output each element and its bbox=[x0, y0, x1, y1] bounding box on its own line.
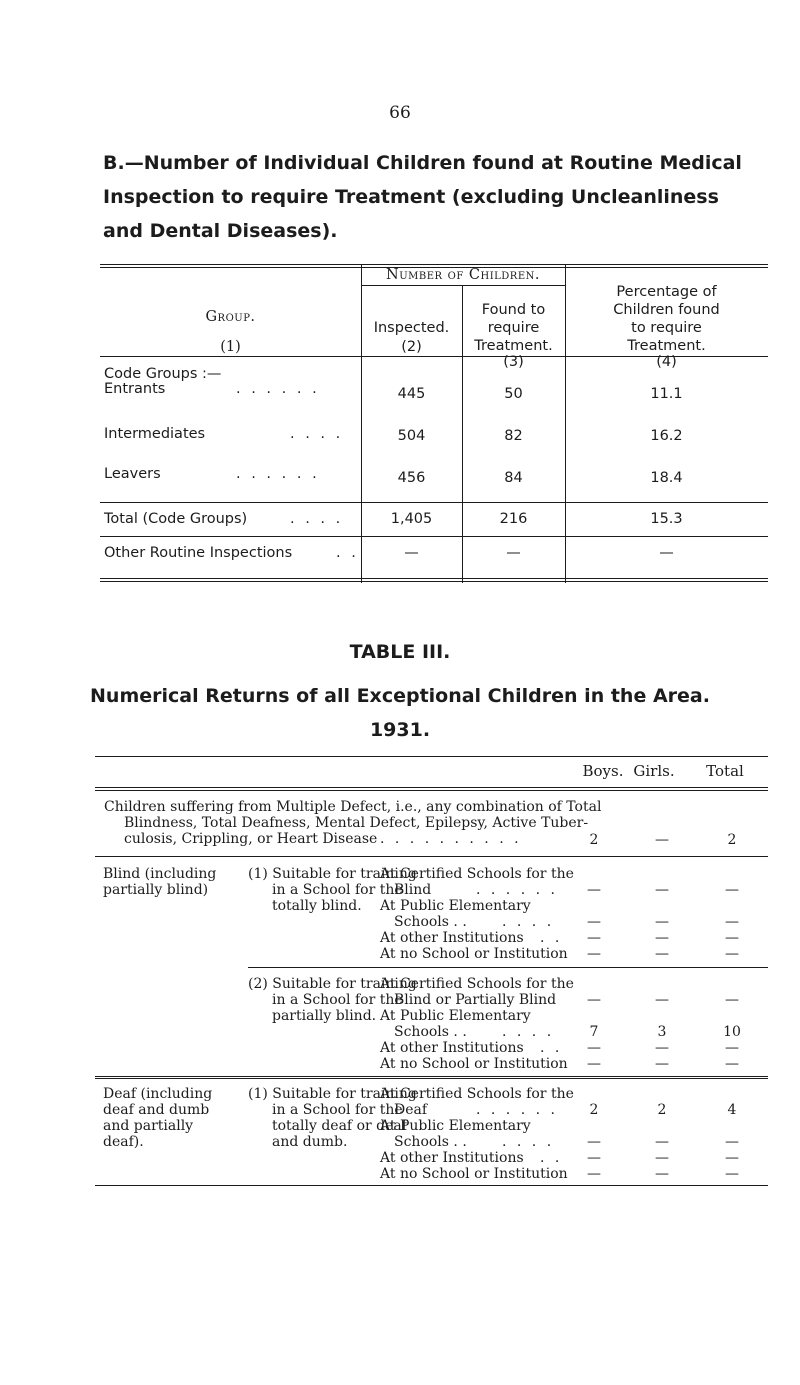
multiple-defect-line-2: Blindness, Total Deafness, Mental Defect, Epilepsy, Active Tuber- bbox=[124, 815, 589, 831]
header-pct-line-3: to require bbox=[631, 320, 702, 336]
deaf-s1-line-3: totally deaf or deaf bbox=[272, 1118, 407, 1134]
blind-s2-row-5-dots: . . bbox=[540, 1040, 563, 1056]
blind-s1-v-3-boys: — bbox=[587, 946, 601, 962]
header-group-number: (1) bbox=[220, 339, 241, 355]
deaf-s1-v-3-total: — bbox=[725, 1166, 739, 1182]
deaf-s1-row-4: Schools . . bbox=[394, 1134, 467, 1150]
blind-s2-row-5: At other Institutions bbox=[380, 1040, 524, 1056]
blind-s2-row-4: Schools . . bbox=[394, 1024, 467, 1040]
section-b-title-line-2: Inspection to require Treatment (excluding Uncleanliness bbox=[103, 186, 719, 208]
blind-s2-row-3: At Public Elementary bbox=[380, 1008, 531, 1024]
blind-s2-v-1-girls: 3 bbox=[657, 1024, 667, 1040]
col-total: Total bbox=[706, 762, 744, 780]
deaf-s1-v-0-boys: 2 bbox=[589, 1102, 599, 1118]
deaf-s1-line-4: and dumb. bbox=[272, 1134, 348, 1150]
row-other-inspected: — bbox=[404, 545, 419, 561]
row-total-pct: 15.3 bbox=[650, 511, 683, 527]
blind-s1-v-2-boys: — bbox=[587, 930, 601, 946]
blind-s1-v-3-total: — bbox=[725, 946, 739, 962]
blind-s1-line-2: in a School for the bbox=[272, 882, 403, 898]
blind-s2-line-2: in a School for the bbox=[272, 992, 403, 1008]
blind-s1-row-4: Schools . . bbox=[394, 914, 467, 930]
header-found-line-1: Found to bbox=[481, 302, 546, 318]
row-intermediates-dots: . . . . bbox=[290, 426, 344, 442]
row-total-inspected: 1,405 bbox=[390, 511, 433, 527]
blind-s1-row-4-dots: . . . . bbox=[502, 914, 555, 930]
blind-s1-row-2: Blind bbox=[394, 882, 432, 898]
deaf-s1-row-3: At Public Elementary bbox=[380, 1118, 531, 1134]
header-inspected-number: (2) bbox=[401, 339, 422, 355]
blind-s1-row-2-dots: . . . . . . bbox=[476, 882, 558, 898]
blind-s1-row-5-dots: . . bbox=[540, 930, 563, 946]
row-intermediates-found: 82 bbox=[504, 428, 523, 444]
blind-s1-line-3: totally blind. bbox=[272, 898, 362, 914]
blind-s2-v-1-boys: 7 bbox=[589, 1024, 599, 1040]
multiple-defect-boys: 2 bbox=[589, 832, 599, 848]
blind-s1-v-1-total: — bbox=[725, 914, 739, 930]
blind-s1-row-1: At Certified Schools for the bbox=[380, 866, 574, 882]
table-iii-year: 1931. bbox=[369, 719, 431, 741]
header-pct-line-1: Percentage of bbox=[616, 284, 717, 300]
blind-s2-line-1: (2) Suitable for training bbox=[248, 976, 417, 992]
blind-s2-v-2-total: — bbox=[725, 1040, 739, 1056]
deaf-s1-v-1-boys: — bbox=[587, 1134, 601, 1150]
deaf-s1-row-2-dots: . . . . . . bbox=[476, 1102, 558, 1118]
blind-s2-v-0-girls: — bbox=[655, 992, 669, 1008]
multiple-defect-total: 2 bbox=[727, 832, 737, 848]
deaf-s1-row-4-dots: . . . . bbox=[502, 1134, 555, 1150]
deaf-s1-v-2-boys: — bbox=[587, 1150, 601, 1166]
col-girls: Girls. bbox=[633, 762, 675, 780]
multiple-defect-line-3: culosis, Crippling, or Heart Disease bbox=[124, 831, 378, 847]
deaf-s1-v-3-girls: — bbox=[655, 1166, 669, 1182]
row-total-dots: . . . . bbox=[290, 511, 344, 527]
deaf-s1-v-1-girls: — bbox=[655, 1134, 669, 1150]
header-found-number: (3) bbox=[503, 354, 524, 370]
blind-s2-line-3: partially blind. bbox=[272, 1008, 377, 1024]
deaf-s1-line-1: (1) Suitable for training bbox=[248, 1086, 417, 1102]
table-iii-top-rule bbox=[95, 756, 768, 757]
blind-s1-v-0-girls: — bbox=[655, 882, 669, 898]
blind-s1-v-1-boys: — bbox=[587, 914, 601, 930]
deaf-s1-row-1: At Certified Schools for the bbox=[380, 1086, 574, 1102]
row-total-group: Total (Code Groups) bbox=[104, 511, 248, 527]
deaf-category-line-2: deaf and dumb bbox=[103, 1102, 210, 1118]
row-other-dots: . . bbox=[336, 545, 359, 561]
header-pct-number: (4) bbox=[656, 354, 677, 370]
deaf-s1-v-0-total: 4 bbox=[727, 1102, 737, 1118]
blind-category-line-1: Blind (including bbox=[103, 866, 217, 882]
blind-s1-v-0-total: — bbox=[725, 882, 739, 898]
blind-s1-row-5: At other Institutions bbox=[380, 930, 524, 946]
row-leavers-dots: . . . . . . bbox=[236, 466, 320, 482]
row-intermediates-group: Intermediates bbox=[104, 426, 206, 442]
blind-s1-row-6: At no School or Institution bbox=[380, 946, 568, 962]
header-group: Group. bbox=[205, 309, 256, 325]
row-other-found: — bbox=[506, 545, 521, 561]
blind-s2-v-3-boys: — bbox=[587, 1056, 601, 1072]
row-intermediates-inspected: 504 bbox=[397, 428, 426, 444]
blind-s2-v-0-total: — bbox=[725, 992, 739, 1008]
deaf-s1-v-3-boys: — bbox=[587, 1166, 601, 1182]
blind-s2-row-6: At no School or Institution bbox=[380, 1056, 568, 1072]
deaf-s1-row-5-dots: . . bbox=[540, 1150, 563, 1166]
row-leavers-inspected: 456 bbox=[397, 470, 426, 486]
header-pct-line-2: Children found bbox=[613, 302, 720, 318]
blind-s2-row-4-dots: . . . . bbox=[502, 1024, 555, 1040]
row-entrants-dots: . . . . . . bbox=[236, 381, 320, 397]
table-iii-title: TABLE III. bbox=[349, 641, 451, 663]
blind-s1-v-1-girls: — bbox=[655, 914, 669, 930]
row-entrants-pct: 11.1 bbox=[650, 386, 683, 402]
deaf-s1-v-1-total: — bbox=[725, 1134, 739, 1150]
deaf-s1-row-2: Deaf bbox=[394, 1102, 428, 1118]
header-number-of-children: Number of Children. bbox=[386, 267, 540, 283]
deaf-s1-row-5: At other Institutions bbox=[380, 1150, 524, 1166]
multiple-defect-line-1: Children suffering from Multiple Defect, i.e., any combination of Total bbox=[104, 799, 602, 815]
section-b-title-line-3: and Dental Diseases). bbox=[103, 220, 338, 242]
row-leavers-group: Leavers bbox=[104, 466, 161, 482]
deaf-s1-v-2-girls: — bbox=[655, 1150, 669, 1166]
row-total-found: 216 bbox=[499, 511, 528, 527]
blind-category-line-2: partially blind) bbox=[103, 882, 209, 898]
blind-s1-line-1: (1) Suitable for training bbox=[248, 866, 417, 882]
row-other-group: Other Routine Inspections bbox=[104, 545, 293, 561]
deaf-category-line-1: Deaf (including bbox=[103, 1086, 213, 1102]
page-number: 66 bbox=[389, 103, 411, 123]
blind-s2-v-0-boys: — bbox=[587, 992, 601, 1008]
deaf-category-line-4: deaf). bbox=[103, 1134, 144, 1150]
blind-s1-v-2-total: — bbox=[725, 930, 739, 946]
multiple-defect-girls: — bbox=[655, 832, 669, 848]
table-b-top-rule bbox=[100, 264, 768, 265]
deaf-s1-row-6: At no School or Institution bbox=[380, 1166, 568, 1182]
row-entrants-group: Entrants bbox=[104, 381, 166, 397]
deaf-s1-v-2-total: — bbox=[725, 1150, 739, 1166]
header-found-line-2: require bbox=[487, 320, 540, 336]
code-groups-label: Code Groups :— bbox=[104, 366, 222, 382]
blind-s1-v-2-girls: — bbox=[655, 930, 669, 946]
row-leavers-found: 84 bbox=[504, 470, 523, 486]
row-entrants-inspected: 445 bbox=[397, 386, 426, 402]
multiple-defect-dots: . . . . . . . . . . bbox=[380, 831, 522, 847]
section-b-title-line-1: B.—Number of Individual Children found at Routine Medical bbox=[103, 152, 742, 174]
header-pct-line-4: Treatment. bbox=[627, 338, 706, 354]
row-intermediates-pct: 16.2 bbox=[650, 428, 683, 444]
blind-s2-v-3-total: — bbox=[725, 1056, 739, 1072]
row-other-pct: — bbox=[659, 545, 674, 561]
col-boys: Boys. bbox=[582, 762, 624, 780]
blind-s2-v-2-boys: — bbox=[587, 1040, 601, 1056]
blind-s2-row-2: Blind or Partially Blind bbox=[394, 992, 557, 1008]
row-leavers-pct: 18.4 bbox=[650, 470, 683, 486]
blind-s2-v-3-girls: — bbox=[655, 1056, 669, 1072]
blind-s1-v-3-girls: — bbox=[655, 946, 669, 962]
deaf-category-line-3: and partially bbox=[103, 1118, 194, 1134]
blind-s2-v-2-girls: — bbox=[655, 1040, 669, 1056]
blind-s2-v-1-total: 10 bbox=[723, 1024, 741, 1040]
header-found-line-3: Treatment. bbox=[474, 338, 553, 354]
deaf-s1-v-0-girls: 2 bbox=[657, 1102, 667, 1118]
table-iii-subtitle: Numerical Returns of all Exceptional Children in the Area. bbox=[90, 685, 710, 707]
blind-s1-row-3: At Public Elementary bbox=[380, 898, 531, 914]
header-inspected: Inspected. bbox=[373, 320, 450, 336]
blind-s2-row-1: At Certified Schools for the bbox=[380, 976, 574, 992]
deaf-s1-line-2: in a School for the bbox=[272, 1102, 403, 1118]
table-iii-bottom-rule bbox=[95, 1185, 768, 1186]
row-entrants-found: 50 bbox=[504, 386, 523, 402]
blind-s1-v-0-boys: — bbox=[587, 882, 601, 898]
